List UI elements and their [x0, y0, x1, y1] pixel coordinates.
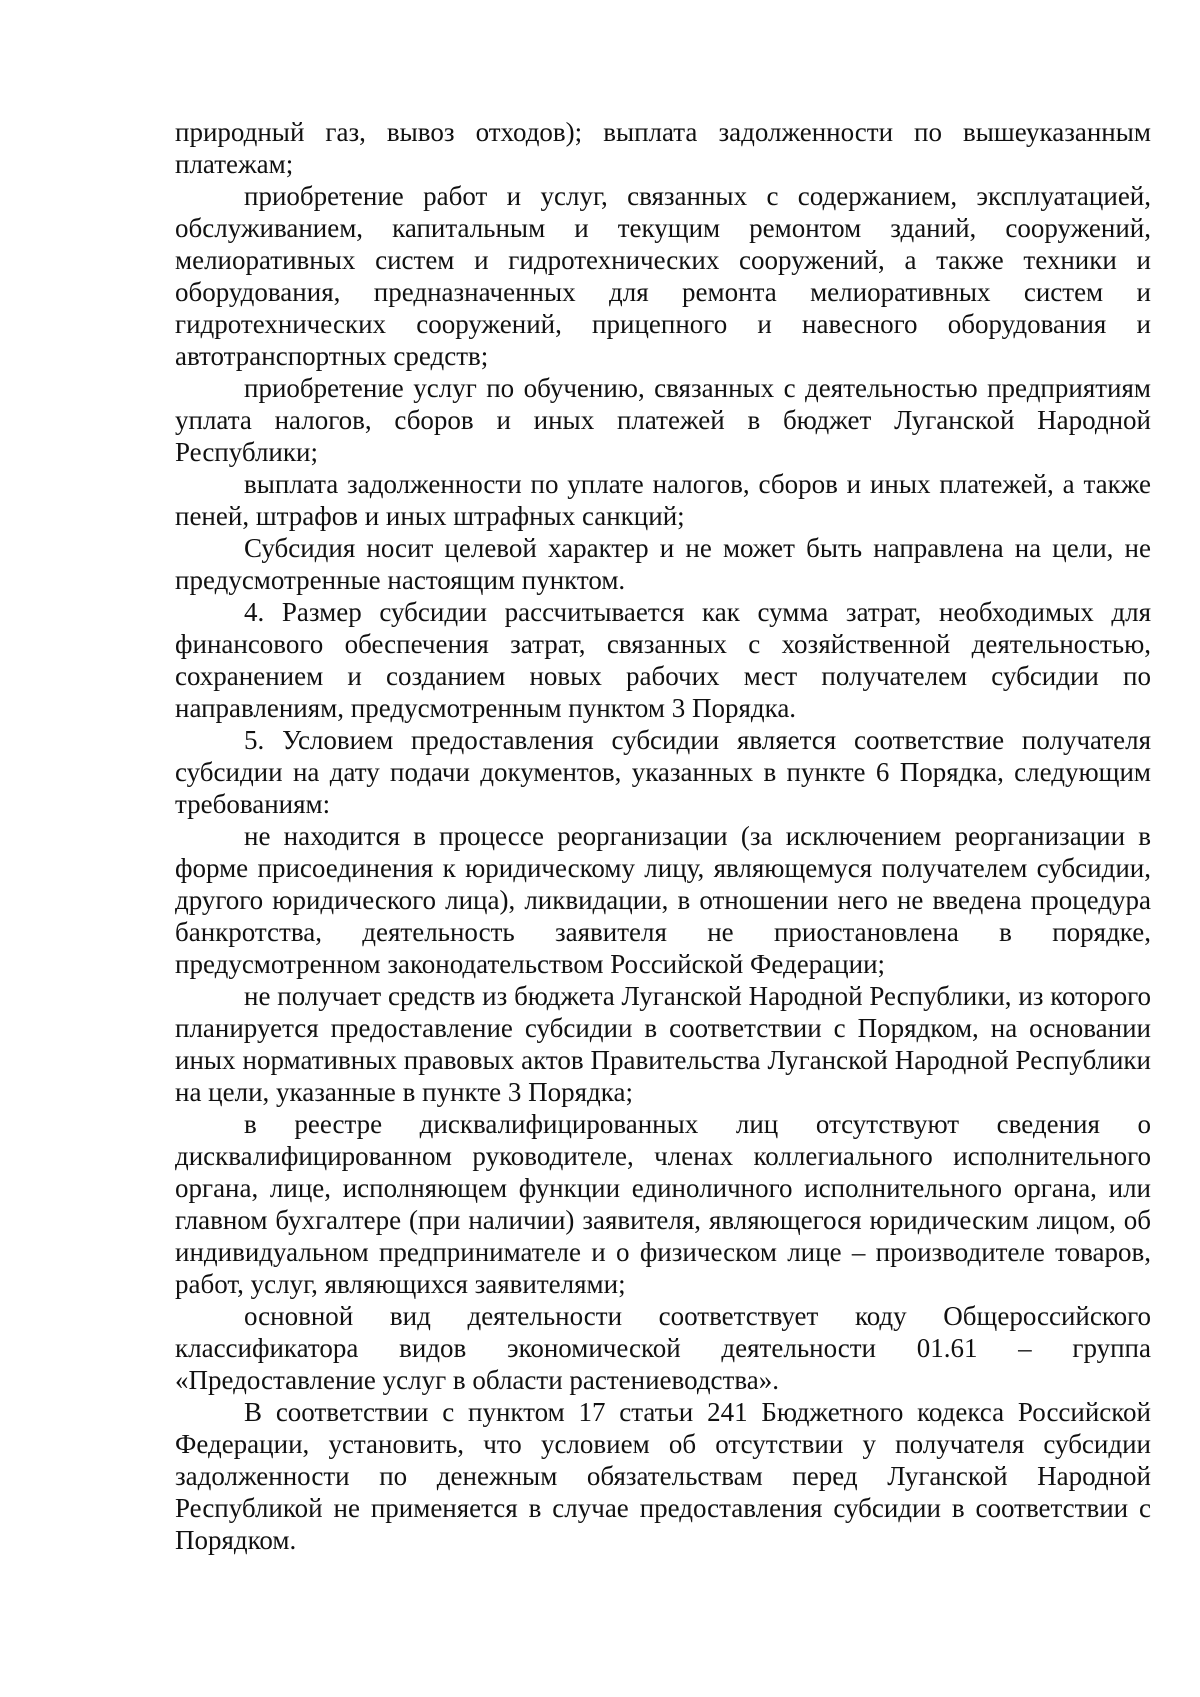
paragraph-10: в реестре дисквалифицированных лиц отсутствуют сведения о дисквалифицированном руководителе, членах коллегиального исполнительного органа, лице, исполняющем функции единоличного исполнительного органа, или главном бухгалтере (при наличии) заявителя, являющегося юридическим лицом, об индивидуальном предпринимателе и о физическом лице – производителе товаров, работ, услуг, являющихся заявителями; [175, 1109, 1151, 1299]
paragraph-9: не получает средств из бюджета Луганской Народной Республики, из которого планируется предоставление субсидии в соответствии с Порядком, на основании иных нормативных правовых актов Правительства Луганской Народной Республики на цели, указанные в пункте 3 Порядка; [175, 981, 1151, 1107]
paragraph-5: Субсидия носит целевой характер и не может быть направлена на цели, не предусмотренные настоящим пунктом. [175, 533, 1151, 595]
paragraph-3: приобретение услуг по обучению, связанных с деятельностью предприятиям уплата налогов, сборов и иных платежей в бюджет Луганской Народной Республики; [175, 373, 1151, 467]
paragraph-8: не находится в процессе реорганизации (за исключением реорганизации в форме присоединения к юридическому лицу, являющемуся получателем субсидии, другого юридического лица), ликвидации, в отношении него не введена процедура банкротства, деятельность заявителя не приостановлена в порядке, предусмотренном законодательством Российской Федерации; [175, 821, 1151, 979]
paragraph-2: приобретение работ и услуг, связанных с содержанием, эксплуатацией, обслуживанием, капитальным и текущим ремонтом зданий, сооружений, мелиоративных систем и гидротехнических сооружений, а также техники и оборудования, предназначенных для ремонта мелиоративных систем и гидротехнических сооружений, прицепного и навесного оборудования и автотранспортных средств; [175, 181, 1151, 371]
paragraph-7: 5. Условием предоставления субсидии является соответствие получателя субсидии на дату подачи документов, указанных в пункте 6 Порядка, следующим требованиям: [175, 725, 1151, 819]
paragraph-6: 4. Размер субсидии рассчитывается как сумма затрат, необходимых для финансового обеспечения затрат, связанных с хозяйственной деятельностью, сохранением и созданием новых рабочих мест получателем субсидии по направлениям, предусмотренным пунктом 3 Порядка. [175, 597, 1151, 723]
paragraph-4: выплата задолженности по уплате налогов, сборов и иных платежей, а также пеней, штрафов и иных штрафных санкций; [175, 469, 1151, 531]
paragraph-11: основной вид деятельности соответствует коду Общероссийского классификатора видов экономической деятельности 01.61 – группа «Предоставление услуг в области растениеводства». [175, 1301, 1151, 1395]
document-page [175, 116, 1151, 1556]
paragraph-12: В соответствии с пунктом 17 статьи 241 Бюджетного кодекса Российской Федерации, установить, что условием об отсутствии у получателя субсидии задолженности по денежным обязательствам перед Луганской Народной Республикой не применяется в случае предоставления субсидии в соответствии с Порядком. [175, 1397, 1151, 1555]
paragraph-1: природный газ, вывоз отходов); выплата задолженности по вышеуказанным платежам; [175, 117, 1151, 179]
